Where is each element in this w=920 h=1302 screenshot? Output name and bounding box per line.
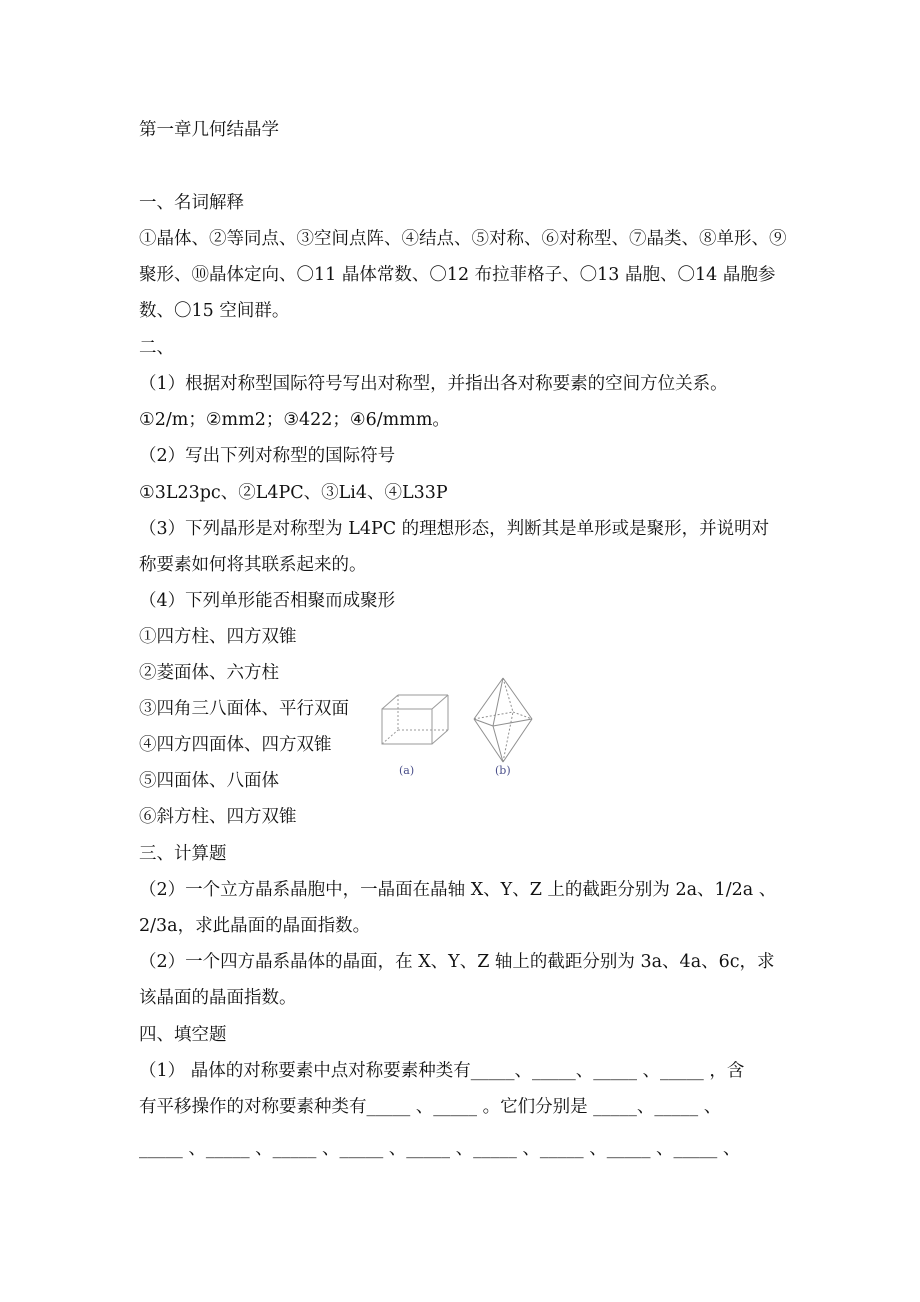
section-1-line-3: 数、〇15 空间群。 (139, 301, 290, 321)
list-item: ①四方柱、四方双锥 (139, 627, 297, 647)
section-3-question-2-line-2: 该晶面的晶面指数。 (139, 988, 297, 1008)
list-item: ⑥斜方柱、四方双锥 (139, 807, 297, 827)
section-2-heading: 二、 (139, 338, 174, 358)
dipyramid-drawing (474, 678, 532, 762)
prism-drawing (382, 695, 448, 744)
crystal-figure (376, 676, 542, 782)
section-2-question-3-line-1: （3）下列晶形是对称型为 L4PC 的理想形态，判断其是单形或是聚形，并说明对 (139, 519, 770, 539)
section-4-line-2: 有平移操作的对称要素种类有_____ 、_____ 。它们分别是 _____、_____ 、 (139, 1097, 722, 1117)
section-1-line-1: ①晶体、②等同点、③空间点阵、④结点、⑤对称、⑥对称型、⑦晶类、⑧单形、⑨ (139, 229, 787, 249)
section-4-line-3: _____ 、_____ 、_____ 、_____ 、_____ 、_____ 、_____ 、_____ 、_____ 、 (139, 1139, 741, 1159)
list-item: ③四角三八面体、平行双面 (139, 699, 349, 719)
section-1-line-2: 聚形、⑩晶体定向、〇11 晶体常数、〇12 布拉菲格子、〇13 晶胞、〇14 晶胞参 (139, 265, 776, 285)
section-4-heading: 四、填空题 (139, 1025, 227, 1045)
section-4-line-1: （1） 晶体的对称要素中点对称要素种类有_____、_____、_____ 、_____ ，含 (139, 1061, 745, 1081)
chapter-title: 第一章几何结晶学 (139, 120, 279, 140)
section-2-question-1-items: ①2/m；②mm2；③422；④6/mmm。 (139, 410, 450, 430)
section-2-question-4: （4）下列单形能否相聚而成聚形 (139, 591, 396, 611)
list-item: ②菱面体、六方柱 (139, 663, 279, 683)
section-3-question-1-line-2: 2/3a，求此晶面的晶面指数。 (139, 916, 371, 936)
figure-label-b: (b) (495, 764, 511, 777)
section-3-heading: 三、计算题 (139, 844, 227, 864)
section-3-question-1-line-1: （2）一个立方晶系晶胞中，一晶面在晶轴 X、Y、Z 上的截距分别为 2a、1/2a 、 (139, 880, 777, 900)
figure-label-a: (a) (399, 764, 415, 777)
section-2-question-3-line-2: 称要素如何将其联系起来的。 (139, 555, 367, 575)
section-3-question-2-line-1: （2）一个四方晶系晶体的晶面，在 X、Y、Z 轴上的截距分别为 3a、4a、6c，求 (139, 952, 775, 972)
list-item: ④四方四面体、四方双锥 (139, 735, 332, 755)
section-2-question-1: （1）根据对称型国际符号写出对称型，并指出各对称要素的空间方位关系。 (139, 374, 728, 394)
section-2-question-2: （2）写出下列对称型的国际符号 (139, 446, 396, 466)
section-1-heading: 一、名词解释 (139, 193, 244, 213)
section-2-question-2-items: ①3L23pc、②L4PC、③Li4、④L33P (139, 483, 448, 503)
list-item: ⑤四面体、八面体 (139, 771, 279, 791)
